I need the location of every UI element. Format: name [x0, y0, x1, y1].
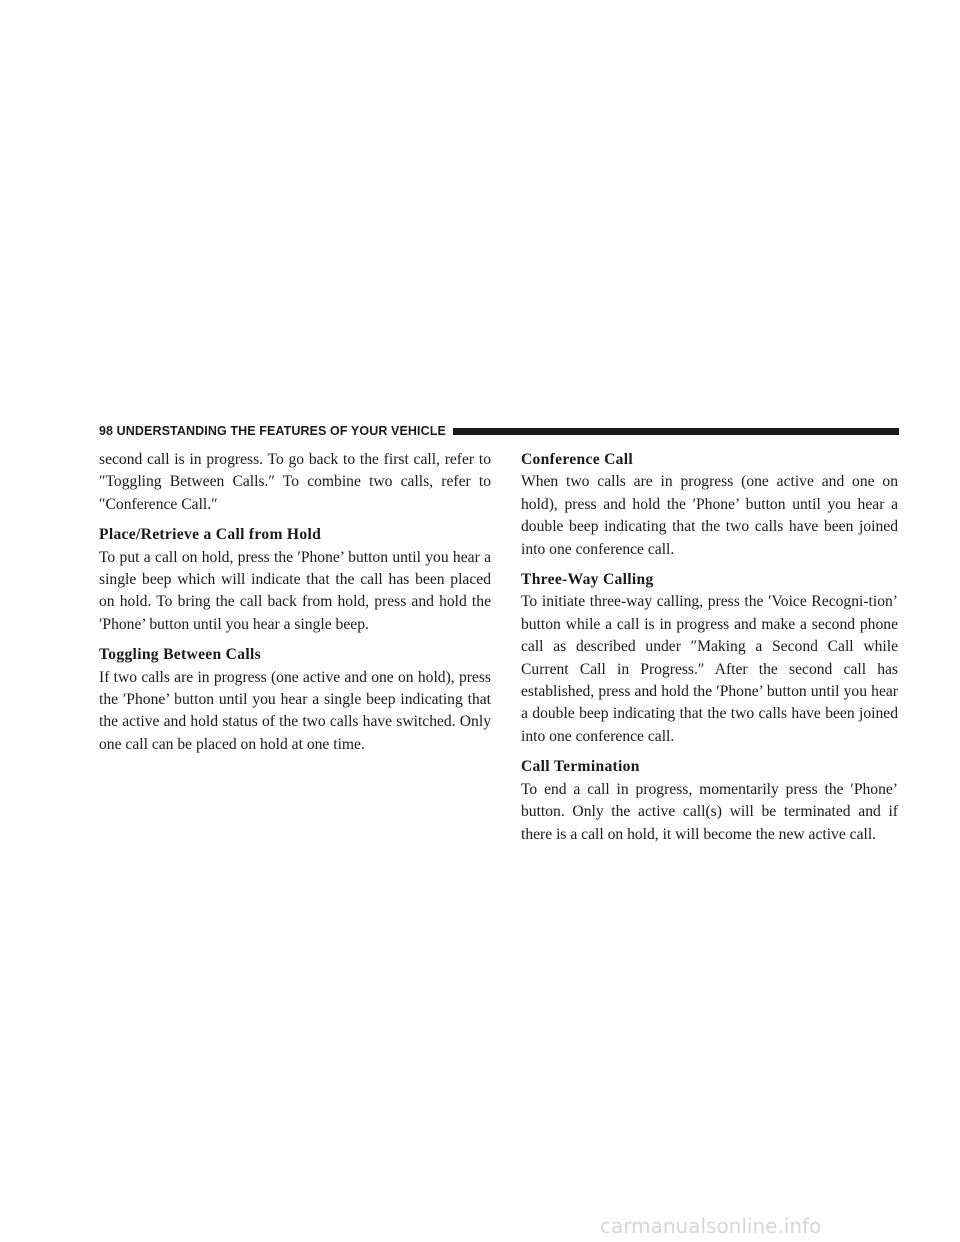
section-heading-three-way: Three-Way Calling [521, 571, 654, 589]
watermark: carmanualsonline.info [600, 1214, 822, 1238]
section-body-termination: To end a call in progress, momentarily press the ′Phone’ button. Only the active call(s) will be terminated and if there is a call on hold, it will become the new active call. [521, 780, 898, 843]
section-body-hold: To put a call on hold, press the ′Phone’ button until you hear a single beep which will indicate that the call has been placed on hold. To bring the call back from hold, press and hold the ′Phone’ button until you hear a single beep. [99, 548, 491, 633]
header-rule [453, 428, 899, 435]
left-column [99, 449, 491, 764]
page-header [99, 422, 899, 440]
page-header-text: 98 UNDERSTANDING THE FEATURES OF YOUR VEHICLE [99, 424, 446, 438]
right-column [521, 449, 898, 854]
section-body-conference: When two calls are in progress (one active and one on hold), press and hold the ′Phone’ button until you hear a double beep indicating that the two calls have been joined into one conference call. [521, 473, 898, 558]
section-body-toggling: If two calls are in progress (one active and one on hold), press the ′Phone’ button until you hear a single beep indicating that the active and hold status of the two calls have switched. Only one call can be placed on hold at one time. [99, 668, 491, 753]
intro-paragraph: second call is in progress. To go back to the first call, refer to ″Toggling Between Calls.″ To combine two calls, refer to ″Conference Call.″ [99, 451, 491, 513]
section-heading-termination: Call Termination [521, 758, 640, 776]
section-heading-hold: Place/Retrieve a Call from Hold [99, 526, 322, 544]
section-heading-toggling: Toggling Between Calls [99, 646, 261, 664]
section-body-three-way: To initiate three-way calling, press the ′Voice Recogni-tion’ button while a call is in progress and make a second phone call as described under ″Making a Second Call while Current Call in Progress.″ After the second call has established, press and hold the ′Phone’ button until you hear a double beep indicating that the two calls have been joined into one conference call. [521, 593, 898, 745]
section-heading-conference: Conference Call [521, 451, 634, 468]
